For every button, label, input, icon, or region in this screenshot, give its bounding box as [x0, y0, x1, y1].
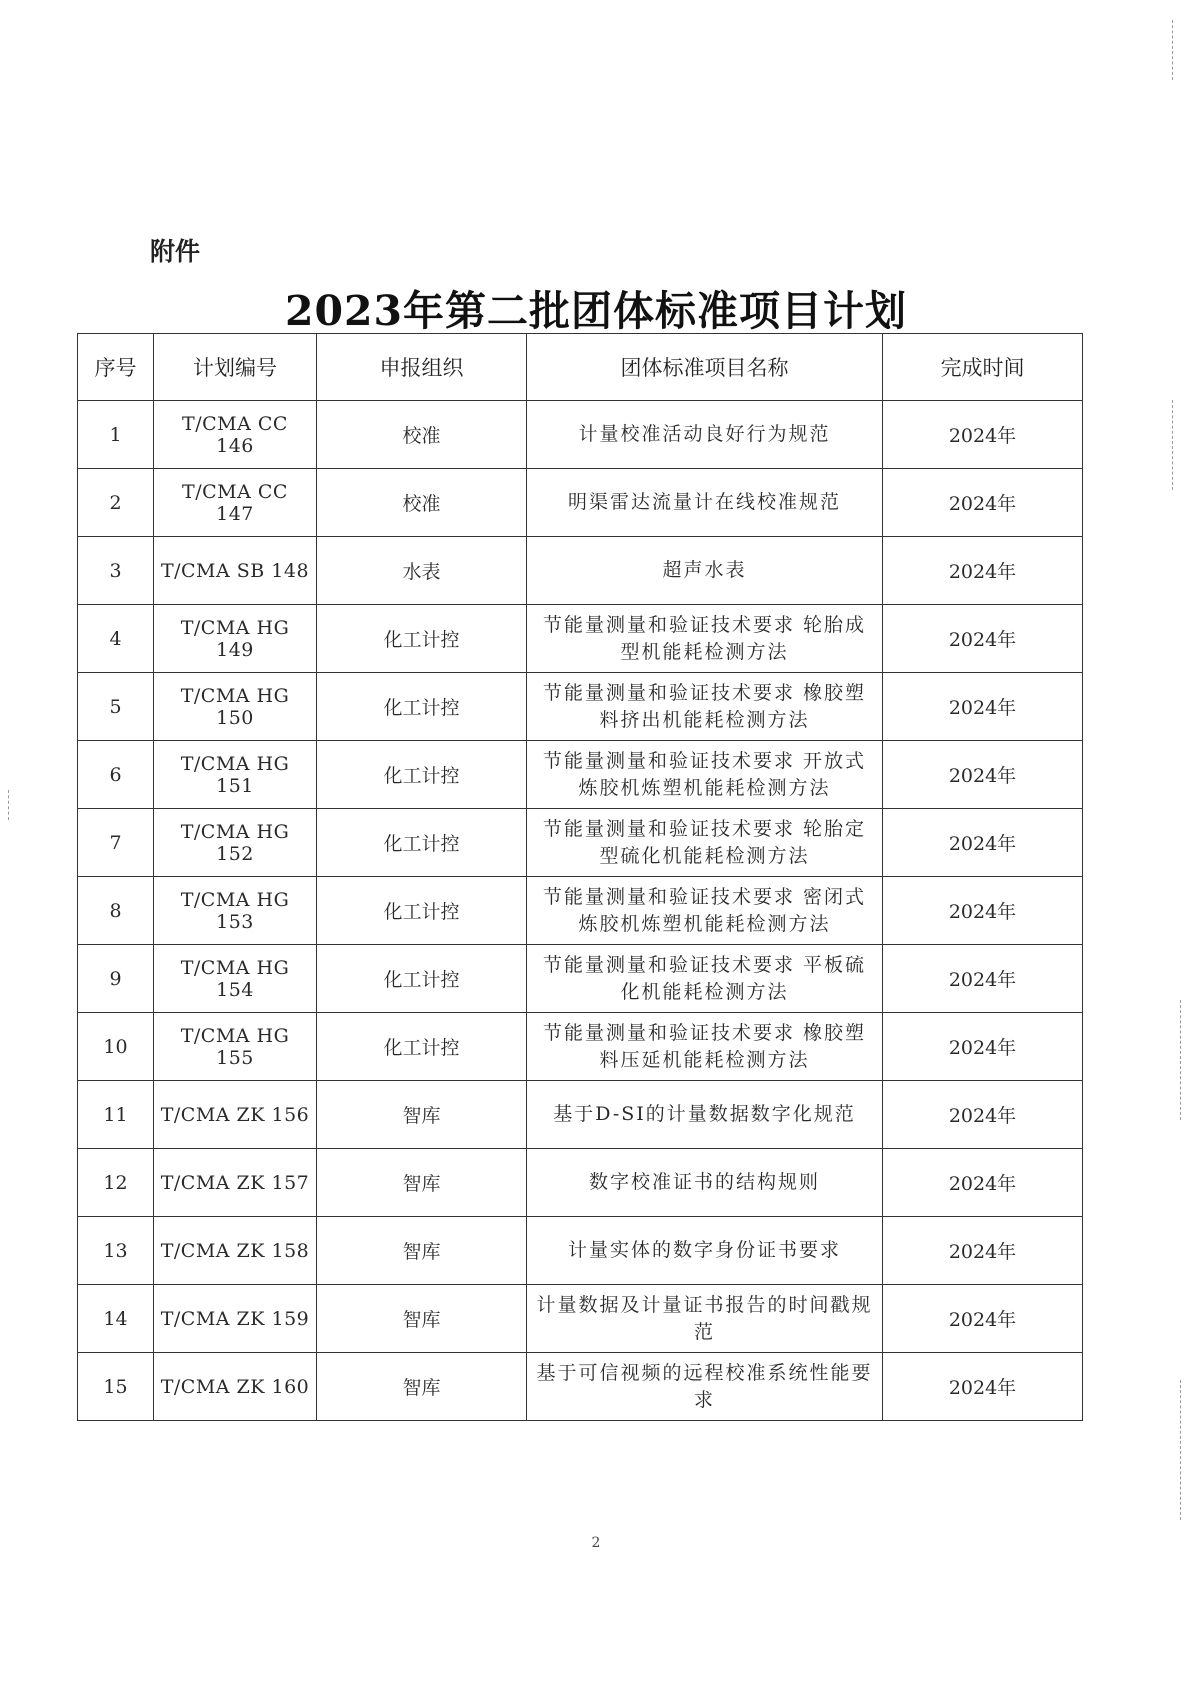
plan-code-cell: T/CMA HG 155 — [154, 1013, 317, 1081]
organization-cell: 智库 — [317, 1285, 527, 1353]
project-name-cell: 节能量测量和验证技术要求 密闭式炼胶机炼塑机能耗检测方法 — [527, 877, 883, 945]
organization-cell: 化工计控 — [317, 673, 527, 741]
completion-time-cell: 2024年 — [883, 877, 1083, 945]
organization-cell: 智库 — [317, 1149, 527, 1217]
serial-cell: 4 — [78, 605, 154, 673]
table-row — [78, 537, 1083, 605]
table-row — [78, 469, 1083, 537]
table-body — [78, 401, 1083, 1421]
completion-time-cell: 2024年 — [883, 1149, 1083, 1217]
organization-cell: 化工计控 — [317, 945, 527, 1013]
column-header-plan-code: 计划编号 — [154, 334, 317, 401]
column-header-organization: 申报组织 — [317, 334, 527, 401]
table-row — [78, 1149, 1083, 1217]
organization-cell: 智库 — [317, 1081, 527, 1149]
plan-code-cell: T/CMA CC 147 — [154, 469, 317, 537]
project-name-cell: 节能量测量和验证技术要求 橡胶塑料压延机能耗检测方法 — [527, 1013, 883, 1081]
plan-code-cell: T/CMA ZK 159 — [154, 1285, 317, 1353]
serial-cell: 7 — [78, 809, 154, 877]
completion-time-cell: 2024年 — [883, 1285, 1083, 1353]
serial-cell: 13 — [78, 1217, 154, 1285]
organization-cell: 智库 — [317, 1217, 527, 1285]
organization-cell: 化工计控 — [317, 809, 527, 877]
project-name-cell: 计量实体的数字身份证书要求 — [527, 1217, 883, 1285]
serial-cell: 1 — [78, 401, 154, 469]
table-row — [78, 945, 1083, 1013]
scan-edge-mark — [1180, 1000, 1181, 1120]
completion-time-cell: 2024年 — [883, 809, 1083, 877]
scan-edge-mark — [8, 790, 9, 820]
table-header-row — [78, 334, 1083, 401]
project-name-cell: 计量数据及计量证书报告的时间戳规范 — [527, 1285, 883, 1353]
project-name-cell: 计量校准活动良好行为规范 — [527, 401, 883, 469]
plan-code-cell: T/CMA ZK 156 — [154, 1081, 317, 1149]
serial-cell: 11 — [78, 1081, 154, 1149]
organization-cell: 智库 — [317, 1353, 527, 1421]
organization-cell: 校准 — [317, 469, 527, 537]
serial-cell: 3 — [78, 537, 154, 605]
completion-time-cell: 2024年 — [883, 741, 1083, 809]
serial-cell: 2 — [78, 469, 154, 537]
serial-cell: 8 — [78, 877, 154, 945]
plan-code-cell: T/CMA HG 153 — [154, 877, 317, 945]
plan-code-cell: T/CMA ZK 160 — [154, 1353, 317, 1421]
serial-cell: 6 — [78, 741, 154, 809]
completion-time-cell: 2024年 — [883, 605, 1083, 673]
completion-time-cell: 2024年 — [883, 469, 1083, 537]
serial-cell: 5 — [78, 673, 154, 741]
table-row — [78, 1353, 1083, 1421]
scan-edge-mark — [1172, 400, 1173, 490]
table-row — [78, 741, 1083, 809]
table-row — [78, 809, 1083, 877]
serial-cell: 12 — [78, 1149, 154, 1217]
plan-code-cell: T/CMA SB 148 — [154, 537, 317, 605]
serial-cell: 9 — [78, 945, 154, 1013]
serial-cell: 15 — [78, 1353, 154, 1421]
project-name-cell: 节能量测量和验证技术要求 橡胶塑料挤出机能耗检测方法 — [527, 673, 883, 741]
project-name-cell: 基于D-SI的计量数据数字化规范 — [527, 1081, 883, 1149]
project-name-cell: 数字校准证书的结构规则 — [527, 1149, 883, 1217]
standards-plan-table — [77, 333, 1083, 1421]
project-name-cell: 节能量测量和验证技术要求 轮胎成型机能耗检测方法 — [527, 605, 883, 673]
scan-edge-mark — [1180, 1380, 1181, 1520]
completion-time-cell: 2024年 — [883, 1013, 1083, 1081]
page-number: 2 — [591, 1535, 601, 1551]
project-name-cell: 基于可信视频的远程校准系统性能要求 — [527, 1353, 883, 1421]
project-name-cell: 超声水表 — [527, 537, 883, 605]
organization-cell: 水表 — [317, 537, 527, 605]
completion-time-cell: 2024年 — [883, 537, 1083, 605]
completion-time-cell: 2024年 — [883, 1217, 1083, 1285]
table-row — [78, 1013, 1083, 1081]
plan-code-cell: T/CMA HG 154 — [154, 945, 317, 1013]
serial-cell: 10 — [78, 1013, 154, 1081]
project-name-cell: 节能量测量和验证技术要求 轮胎定型硫化机能耗检测方法 — [527, 809, 883, 877]
organization-cell: 校准 — [317, 401, 527, 469]
completion-time-cell: 2024年 — [883, 1353, 1083, 1421]
completion-time-cell: 2024年 — [883, 1081, 1083, 1149]
plan-code-cell: T/CMA CC 146 — [154, 401, 317, 469]
organization-cell: 化工计控 — [317, 605, 527, 673]
organization-cell: 化工计控 — [317, 741, 527, 809]
organization-cell: 化工计控 — [317, 877, 527, 945]
page-title: 2023年第二批团体标准项目计划 — [284, 287, 908, 335]
completion-time-cell: 2024年 — [883, 945, 1083, 1013]
table-row — [78, 673, 1083, 741]
table-row — [78, 605, 1083, 673]
table-row — [78, 1285, 1083, 1353]
completion-time-cell: 2024年 — [883, 673, 1083, 741]
column-header-completion-time: 完成时间 — [883, 334, 1083, 401]
plan-code-cell: T/CMA HG 150 — [154, 673, 317, 741]
table-row — [78, 401, 1083, 469]
table-row — [78, 1217, 1083, 1285]
project-name-cell: 明渠雷达流量计在线校准规范 — [527, 469, 883, 537]
attachment-label: 附件 — [150, 237, 201, 266]
table-row — [78, 877, 1083, 945]
plan-code-cell: T/CMA ZK 158 — [154, 1217, 317, 1285]
serial-cell: 14 — [78, 1285, 154, 1353]
plan-code-cell: T/CMA HG 151 — [154, 741, 317, 809]
plan-code-cell: T/CMA ZK 157 — [154, 1149, 317, 1217]
table-row — [78, 1081, 1083, 1149]
column-header-serial: 序号 — [78, 334, 154, 401]
completion-time-cell: 2024年 — [883, 401, 1083, 469]
plan-code-cell: T/CMA HG 152 — [154, 809, 317, 877]
plan-code-cell: T/CMA HG 149 — [154, 605, 317, 673]
organization-cell: 化工计控 — [317, 1013, 527, 1081]
scan-edge-mark — [1172, 20, 1173, 80]
project-name-cell: 节能量测量和验证技术要求 平板硫化机能耗检测方法 — [527, 945, 883, 1013]
column-header-project-name: 团体标准项目名称 — [527, 334, 883, 401]
project-name-cell: 节能量测量和验证技术要求 开放式炼胶机炼塑机能耗检测方法 — [527, 741, 883, 809]
